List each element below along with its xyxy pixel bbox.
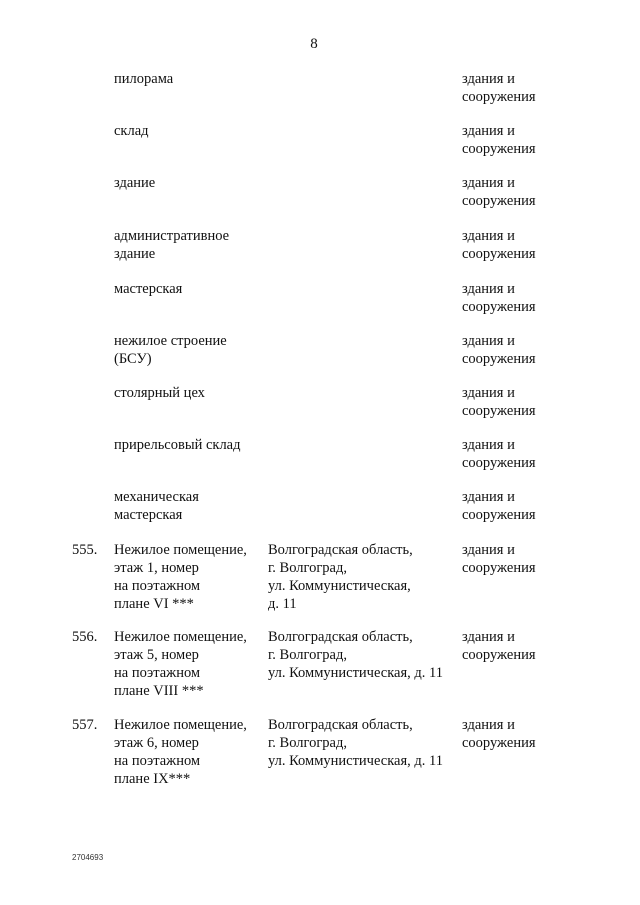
object-type	[462, 488, 562, 541]
object-name	[114, 488, 268, 541]
object-type-line: сооружения	[462, 351, 536, 367]
table-row	[72, 174, 572, 227]
object-type-line: здания и	[462, 123, 515, 139]
object-name-line: этаж 5, номер	[114, 647, 199, 663]
object-type	[462, 332, 562, 384]
table-row	[72, 280, 572, 332]
row-number: 555.	[72, 542, 98, 558]
object-type	[462, 541, 562, 628]
object-name-line: Нежилое помещение,	[114, 542, 247, 558]
object-type	[462, 122, 562, 174]
object-type-line: сооружения	[462, 299, 536, 315]
object-name	[114, 332, 268, 384]
object-type-line: сооружения	[462, 403, 536, 419]
object-name-line: Нежилое помещение,	[114, 717, 247, 733]
row-number	[72, 488, 114, 541]
object-type-line: сооружения	[462, 735, 536, 751]
object-type-line: сооружения	[462, 560, 536, 576]
object-name-line: прирельсовый склад	[114, 437, 241, 453]
object-type-line: сооружения	[462, 89, 536, 105]
object-name-line: здание	[114, 175, 156, 191]
object-address-line: г. Волгоград,	[268, 735, 347, 751]
object-name-line: здание	[114, 246, 156, 262]
object-type-line: здания и	[462, 281, 515, 297]
table-row	[72, 436, 572, 488]
table-row	[72, 488, 572, 541]
object-address-line: г. Волгоград,	[268, 560, 347, 576]
object-type-line: здания и	[462, 71, 515, 87]
object-name	[114, 227, 268, 280]
row-number	[72, 174, 114, 227]
object-type	[462, 628, 562, 716]
object-name-line: Нежилое помещение,	[114, 629, 247, 645]
object-address	[268, 122, 462, 174]
document-code: 2704693	[72, 853, 104, 862]
object-address-line: Волгоградская область,	[268, 717, 413, 733]
object-address	[268, 70, 462, 122]
object-address	[268, 716, 462, 788]
object-name	[114, 436, 268, 488]
object-type-line: сооружения	[462, 193, 536, 209]
object-type	[462, 174, 562, 227]
property-table	[72, 70, 572, 788]
object-name-line: плане VI ***	[114, 596, 194, 612]
object-type-line: сооружения	[462, 647, 536, 663]
row-number: 556.	[72, 629, 98, 645]
table-row	[72, 70, 572, 122]
object-name-line: (БСУ)	[114, 351, 152, 367]
object-type-line: сооружения	[462, 141, 536, 157]
object-type-line: сооружения	[462, 246, 536, 262]
object-name	[114, 174, 268, 227]
object-name-line: пилорама	[114, 71, 174, 87]
object-name	[114, 628, 268, 716]
object-type-line: здания и	[462, 542, 515, 558]
object-type	[462, 227, 562, 280]
object-address	[268, 628, 462, 716]
object-type	[462, 436, 562, 488]
object-type-line: здания и	[462, 489, 515, 505]
row-number	[72, 384, 114, 436]
object-name-line: столярный цех	[114, 385, 205, 401]
object-address-line: Волгоградская область,	[268, 542, 413, 558]
object-address-line: д. 11	[268, 596, 297, 612]
object-name-line: механическая	[114, 489, 199, 505]
object-name-line: на поэтажном	[114, 578, 201, 594]
object-name-line: нежилое строение	[114, 333, 227, 349]
object-type-line: здания и	[462, 717, 515, 733]
object-name-line: плане IX***	[114, 771, 191, 787]
table-row	[72, 332, 572, 384]
table-row	[72, 227, 572, 280]
object-name	[114, 70, 268, 122]
object-type-line: здания и	[462, 333, 515, 349]
row-number	[72, 227, 114, 280]
object-name	[114, 280, 268, 332]
object-address	[268, 488, 462, 541]
object-type-line: сооружения	[462, 455, 536, 471]
object-type-line: сооружения	[462, 507, 536, 523]
object-address	[268, 227, 462, 280]
row-number	[72, 436, 114, 488]
object-name-line: этаж 6, номер	[114, 735, 199, 751]
object-name-line: мастерская	[114, 507, 183, 523]
object-type-line: здания и	[462, 437, 515, 453]
object-address	[268, 332, 462, 384]
row-number: 557.	[72, 717, 98, 733]
object-name	[114, 122, 268, 174]
table-row	[72, 384, 572, 436]
page-number: 8	[310, 36, 318, 52]
object-name-line: склад	[114, 123, 149, 139]
object-address	[268, 174, 462, 227]
object-name	[114, 541, 268, 628]
object-address-line: ул. Коммунистическая, д. 11	[268, 753, 443, 769]
row-number	[72, 280, 114, 332]
object-name	[114, 716, 268, 788]
object-type-line: здания и	[462, 228, 515, 244]
object-name-line: на поэтажном	[114, 665, 201, 681]
object-name-line: на поэтажном	[114, 753, 201, 769]
row-number	[72, 70, 114, 122]
object-address-line: г. Волгоград,	[268, 647, 347, 663]
object-address-line: ул. Коммунистическая, д. 11	[268, 665, 443, 681]
object-address-line: Волгоградская область,	[268, 629, 413, 645]
object-type-line: здания и	[462, 385, 515, 401]
object-name-line: мастерская	[114, 281, 183, 297]
object-address	[268, 280, 462, 332]
object-address	[268, 541, 462, 628]
object-type-line: здания и	[462, 629, 515, 645]
object-address	[268, 384, 462, 436]
object-address	[268, 436, 462, 488]
object-name	[114, 384, 268, 436]
object-type	[462, 70, 562, 122]
table-row	[72, 716, 572, 788]
row-number	[72, 332, 114, 384]
table-row	[72, 122, 572, 174]
object-name-line: этаж 1, номер	[114, 560, 199, 576]
object-type-line: здания и	[462, 175, 515, 191]
object-type	[462, 384, 562, 436]
table-row	[72, 628, 572, 716]
object-address-line: ул. Коммунистическая,	[268, 578, 411, 594]
object-name-line: административное	[114, 228, 230, 244]
table-row	[72, 541, 572, 628]
object-type	[462, 716, 562, 788]
object-type	[462, 280, 562, 332]
row-number	[72, 122, 114, 174]
object-name-line: плане VIII ***	[114, 683, 204, 699]
